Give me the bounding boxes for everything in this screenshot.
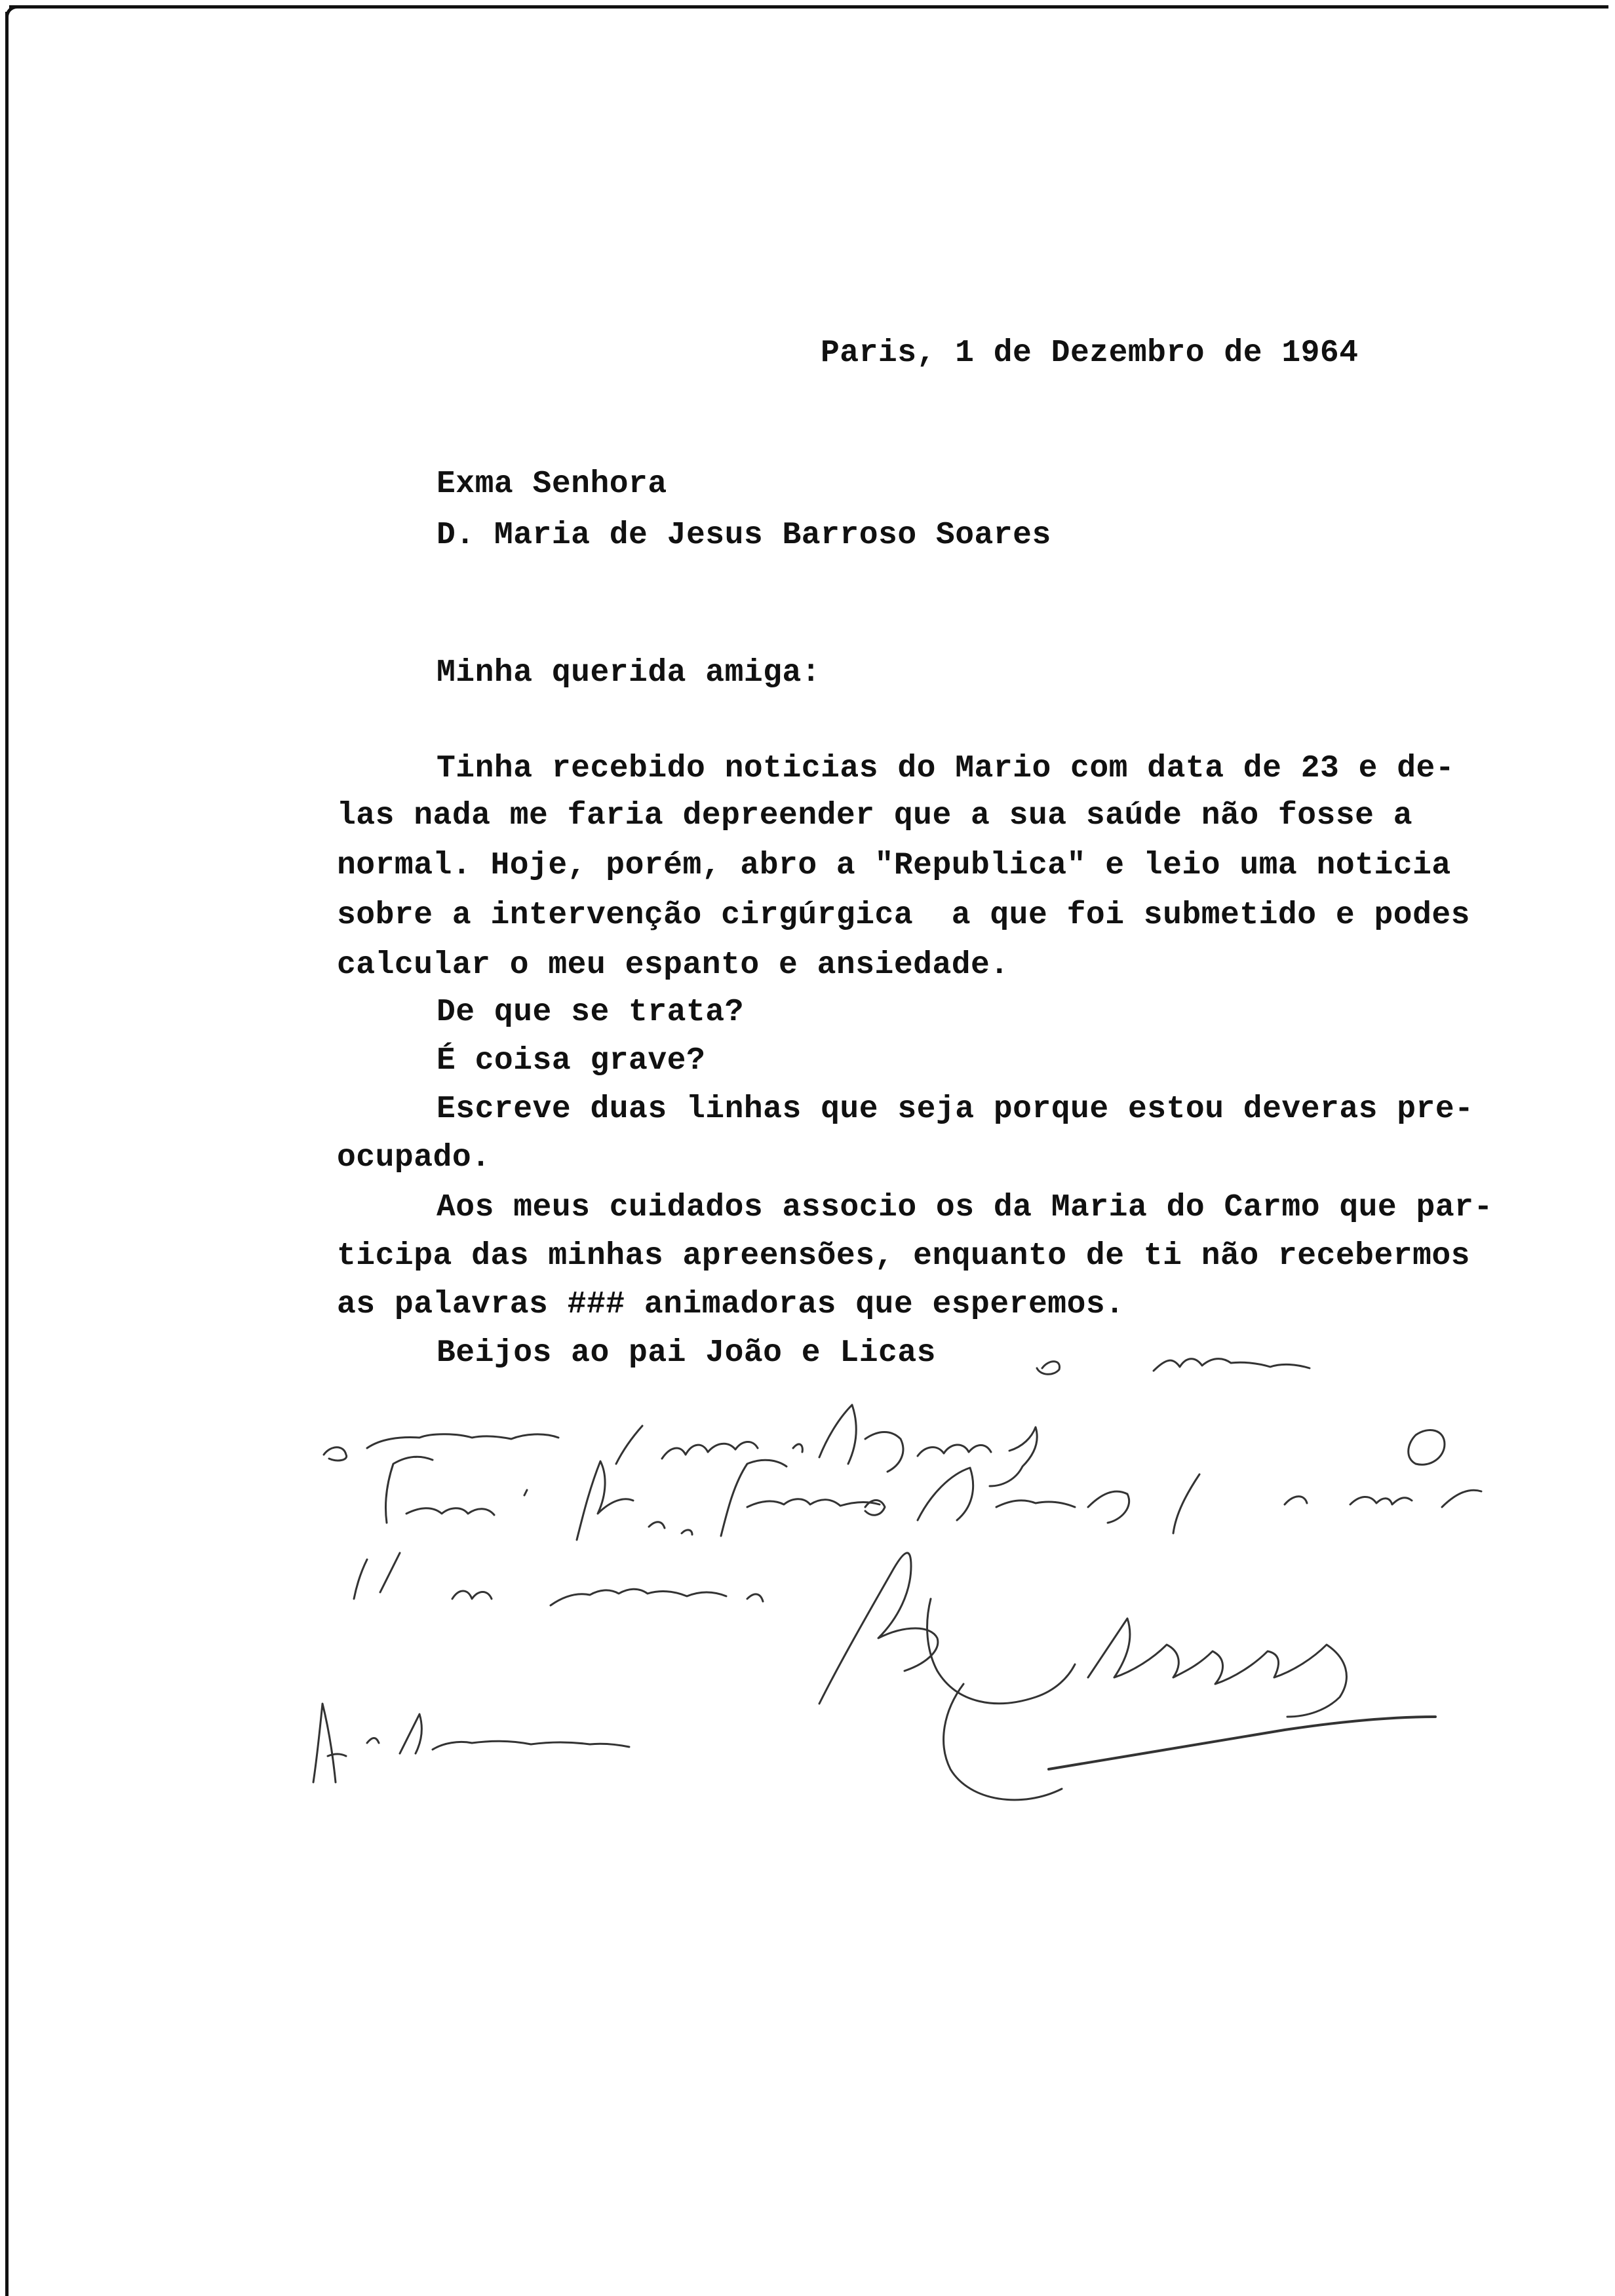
recipient-title: Exma Senhora [437,467,667,502]
scan-edge-top [9,5,1608,9]
body-line: las nada me faria depreender que a sua saúde não fosse a [337,798,1413,833]
scan-edge-left [5,12,9,2296]
date-line: Paris, 1 de Dezembro de 1964 [821,335,1359,371]
body-line: sobre a intervenção cirgúrgica a que foi submetido e podes [337,898,1470,933]
body-line: as palavras ### animadoras que esperemos. [337,1287,1125,1322]
body-line: Aos meus cuidados associo os da Maria do Carmo que par- [437,1190,1493,1225]
body-line: normal. Hoje, porém, abro a "Republica" e leio uma noticia [337,848,1451,883]
body-line: De que se trata? [437,995,744,1030]
scan-edge-corner [5,5,24,24]
body-line: Escreve duas linhas que seja porque estou deveras pre- [437,1092,1474,1127]
body-line: ticipa das minhas apreensões, enquanto de ti não recebermos [337,1238,1470,1274]
greeting: Minha querida amiga: [437,655,821,691]
body-line: É coisa grave? [437,1043,706,1079]
body-line: Beijos ao pai João e Licas [437,1335,936,1371]
body-line: Tinha recebido noticias do Mario com data de 23 e de- [437,751,1455,786]
body-line: calcular o meu espanto e ansiedade. [337,947,1009,983]
recipient-name: D. Maria de Jesus Barroso Soares [437,518,1051,553]
body-line: ocupado. [337,1140,491,1176]
